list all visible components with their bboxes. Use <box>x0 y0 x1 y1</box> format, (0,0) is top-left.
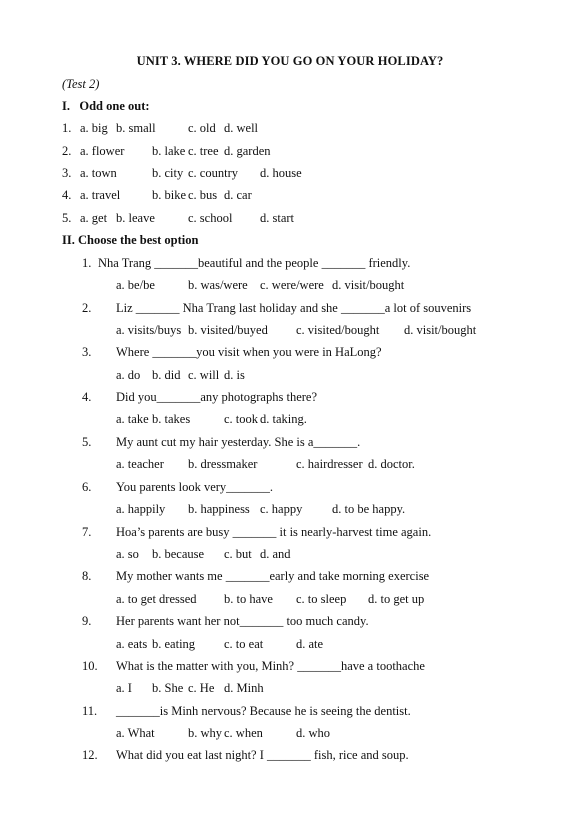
option: c. but <box>224 547 252 561</box>
question-text: What did you eat last night? I _______ fish, rice and soup. <box>116 748 409 762</box>
option: c. He <box>188 681 215 695</box>
option: a. teacher <box>116 457 164 471</box>
option: b. happiness <box>188 502 250 516</box>
option: b. dressmaker <box>188 457 258 471</box>
option: d. and <box>260 547 291 561</box>
question-number: 12. <box>82 748 98 762</box>
option: a. town <box>80 166 117 180</box>
question-number: 10. <box>82 659 98 673</box>
option: a. What <box>116 726 155 740</box>
option: d. start <box>260 211 295 225</box>
option: a. flower <box>80 144 125 158</box>
option: b. why <box>188 726 223 740</box>
option: c. school <box>188 211 233 225</box>
test-subtitle: (Test 2) <box>62 77 100 91</box>
question <box>0 256 580 272</box>
question <box>0 614 580 630</box>
question <box>0 659 580 675</box>
option: d. house <box>260 166 302 180</box>
option: d. garden <box>224 144 271 158</box>
option: c. hairdresser <box>296 457 363 471</box>
option: d. visit/bought <box>332 278 405 292</box>
option: d. taking. <box>260 412 307 426</box>
option: a. so <box>116 547 139 561</box>
option: b. visited/buyed <box>188 323 268 337</box>
option: b. because <box>152 547 205 561</box>
option: b. to have <box>224 592 273 606</box>
option: b. takes <box>152 412 191 426</box>
question-text: Her parents want her not_______ too much candy. <box>116 614 369 628</box>
option: c. when <box>224 726 263 740</box>
option: d. who <box>296 726 331 740</box>
option: a. I <box>116 681 132 695</box>
option: d. to get up <box>368 592 425 606</box>
option: c. took <box>224 412 259 426</box>
question <box>0 435 580 451</box>
option: c. to eat <box>224 637 264 651</box>
option: a. take <box>116 412 149 426</box>
option: c. were/were <box>260 278 324 292</box>
option: c. happy <box>260 502 303 516</box>
question-number: 1. <box>82 256 92 270</box>
option: d. Minh <box>224 681 264 695</box>
option: b. eating <box>152 637 196 651</box>
option: b. She <box>152 681 184 695</box>
question-number: 4. <box>82 390 92 404</box>
question-text: Nha Trang _______beautiful and the people _______ friendly. <box>98 256 411 270</box>
option: b. did <box>152 368 181 382</box>
question <box>0 301 580 317</box>
question-number: 3. <box>82 345 92 359</box>
option: a. big <box>80 121 108 135</box>
question-text: Where _______you visit when you were in HaLong? <box>116 345 382 359</box>
option: c. to sleep <box>296 592 347 606</box>
option: c. old <box>188 121 216 135</box>
option: b. bike <box>152 188 187 202</box>
option: a. do <box>116 368 141 382</box>
question <box>0 480 580 496</box>
option: c. visited/bought <box>296 323 380 337</box>
option: c. will <box>188 368 220 382</box>
question-text: Liz _______ Nha Trang last holiday and she _______a lot of souvenirs <box>116 301 472 315</box>
question-text: You parents look very_______. <box>116 480 274 494</box>
section1-heading: I. Odd one out: <box>62 99 150 113</box>
item-number: 1. <box>62 121 72 135</box>
option: a. to get dressed <box>116 592 197 606</box>
option: d. car <box>224 188 252 202</box>
question-number: 9. <box>82 614 92 628</box>
option: c. country <box>188 166 238 180</box>
question <box>0 748 580 764</box>
option: d. doctor. <box>368 457 415 471</box>
question-number: 2. <box>82 301 92 315</box>
option: c. bus <box>188 188 218 202</box>
option: d. is <box>224 368 245 382</box>
option: a. visits/buys <box>116 323 182 337</box>
item-number: 5. <box>62 211 72 225</box>
question <box>0 525 580 541</box>
option: b. city <box>152 166 184 180</box>
option: c. tree <box>188 144 219 158</box>
question <box>0 704 580 720</box>
question-text: _______is Minh nervous? Because he is seeing the dentist. <box>116 704 411 718</box>
option: a. happily <box>116 502 166 516</box>
option: b. leave <box>116 211 155 225</box>
option: d. visit/bought <box>404 323 477 337</box>
question-text: My mother wants me _______early and take morning exercise <box>116 569 430 583</box>
question-text: What is the matter with you, Minh? _______have a toothache <box>116 659 425 673</box>
question-number: 7. <box>82 525 92 539</box>
page-title: UNIT 3. WHERE DID YOU GO ON YOUR HOLIDAY? <box>136 54 444 68</box>
question-number: 5. <box>82 435 92 449</box>
question-number: 8. <box>82 569 92 583</box>
section2-heading: II. Choose the best option <box>62 233 199 247</box>
question-text: My aunt cut my hair yesterday. She is a_______. <box>116 435 361 449</box>
option: d. to be happy. <box>332 502 406 516</box>
question-text: Hoa’s parents are busy _______ it is nearly-harvest time again. <box>116 525 432 539</box>
option: a. travel <box>80 188 121 202</box>
option: b. was/were <box>188 278 248 292</box>
question-number: 11. <box>82 704 98 718</box>
question <box>0 390 580 406</box>
item-number: 2. <box>62 144 72 158</box>
option: b. small <box>116 121 156 135</box>
question <box>0 345 580 361</box>
option: a. be/be <box>116 278 155 292</box>
item-number: 3. <box>62 166 72 180</box>
question <box>0 569 580 585</box>
option: d. ate <box>296 637 324 651</box>
item-number: 4. <box>62 188 72 202</box>
option: b. lake <box>152 144 186 158</box>
question-text: Did you_______any photographs there? <box>116 390 318 404</box>
option: a. eats <box>116 637 148 651</box>
option: a. get <box>80 211 108 225</box>
option: d. well <box>224 121 259 135</box>
question-number: 6. <box>82 480 92 494</box>
